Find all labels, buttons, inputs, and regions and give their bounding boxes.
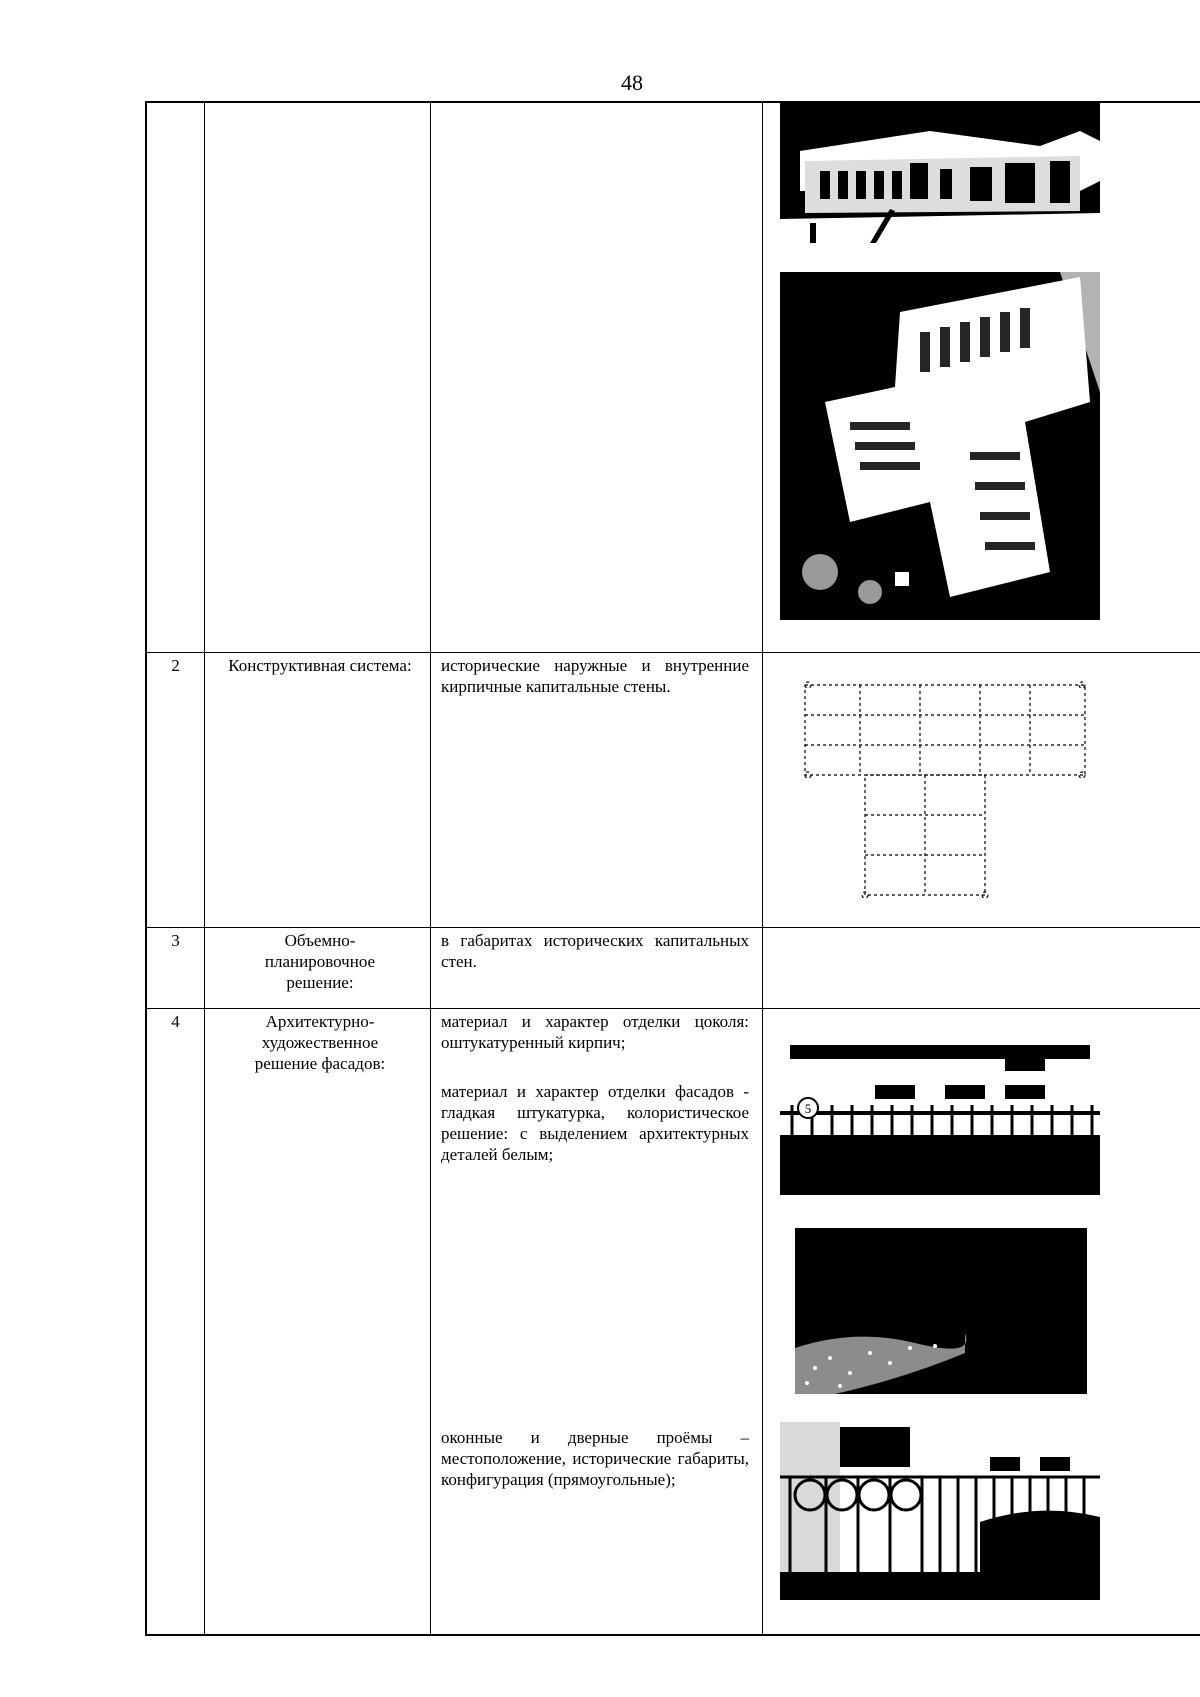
page-number: 48 [621, 70, 643, 95]
window-fence-photo [780, 1422, 1100, 1600]
row-name: Архитектурно-художественное решение фасадов: [254, 1012, 386, 1073]
row-name: Объемно-планировочное решение: [264, 931, 376, 992]
row-description: материал и характер отделки цоколя: оштукатуренный кирпич; [441, 1012, 749, 1052]
dark-photo [795, 1228, 1087, 1394]
row-name: Конструктивная система: [228, 656, 412, 675]
aerial-photo [780, 272, 1100, 620]
row-number: 4 [171, 1012, 180, 1031]
row-number: 2 [171, 656, 180, 675]
row-description: оконные и дверные проёмы – местоположение, исторические габариты, конфигурация (прямоугольные); [441, 1428, 749, 1489]
row-description: исторические наружные и внутренние кирпичные капитальные стены. [441, 656, 749, 696]
facade-photo [780, 1035, 1100, 1195]
row-number: 3 [171, 931, 180, 950]
house-number-sign: 5 [804, 1101, 812, 1116]
row-description: в габаритах исторических капитальных стен. [441, 931, 749, 971]
row-description: материал и характер отделки фасадов - гладкая штукатурка, колористическое решение: с выделением архитектурных деталей белым; [441, 1082, 749, 1164]
building-photo [780, 101, 1100, 243]
floor-plan-drawing [800, 680, 1090, 900]
